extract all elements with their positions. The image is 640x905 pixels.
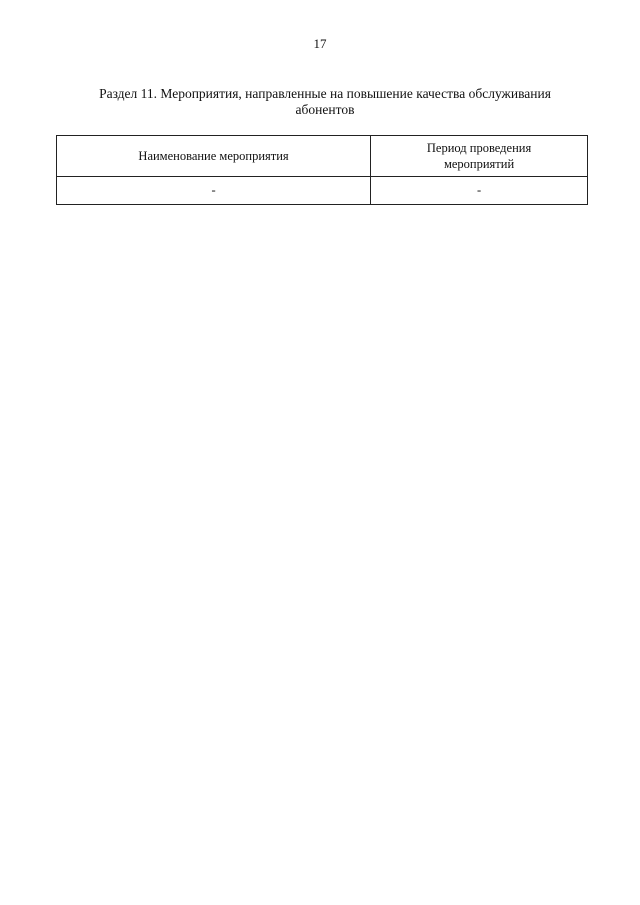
cell-measure-name: - (57, 177, 371, 205)
page-number: 17 (313, 36, 327, 51)
header-period-line1: Период проведения (426, 141, 532, 155)
table-row (57, 177, 588, 205)
measures-table (56, 135, 588, 205)
table-header-row (57, 136, 588, 177)
header-period-line2: мероприятий (443, 157, 515, 171)
cell-measure-period: - (371, 177, 588, 205)
header-measure-period (371, 136, 588, 177)
section-title-line2: абонентов (295, 102, 355, 117)
header-measure-name: Наименование мероприятия (57, 136, 371, 177)
section-title (60, 86, 590, 118)
section-title-line1: Раздел 11. Мероприятия, направленные на повышение качества обслуживания (99, 86, 551, 101)
